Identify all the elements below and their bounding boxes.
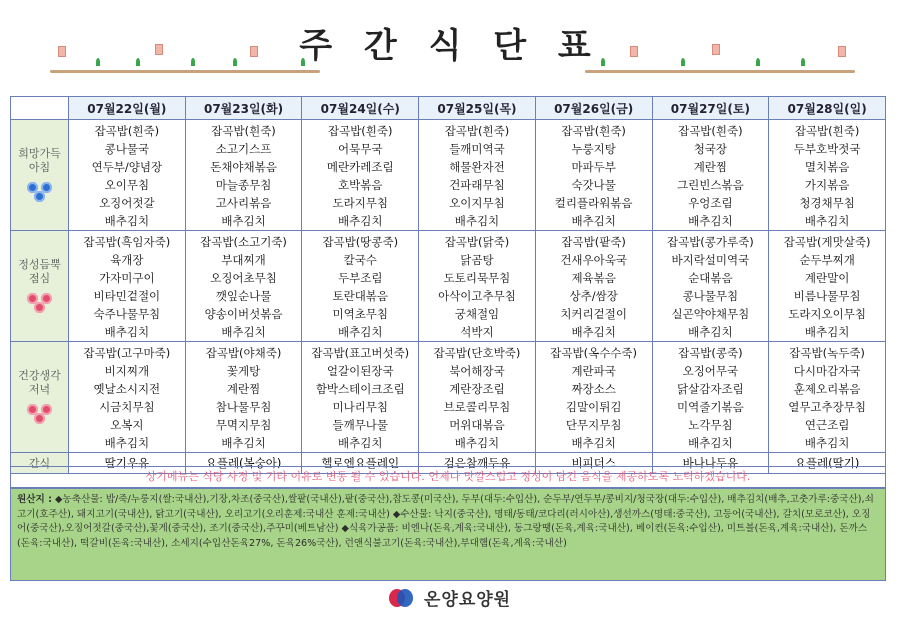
menu-item: 제육볶음 — [571, 271, 616, 285]
day-header: 07월26일(금) — [535, 97, 652, 120]
heart-logo-icon — [389, 587, 413, 609]
menu-item: 잡곡밥(단호박죽) — [433, 346, 521, 360]
menu-item: 소고기스프 — [215, 142, 272, 156]
menu-item: 배추김치 — [688, 436, 733, 450]
menu-item: 잡곡밥(흰죽) — [94, 124, 160, 138]
menu-item: 잡곡밥(흰죽) — [678, 124, 743, 138]
menu-item: 오복지 — [110, 418, 144, 432]
meal-cell — [769, 231, 886, 342]
meal-row-label — [11, 342, 69, 453]
meal-row — [11, 120, 886, 231]
menu-item: 단무지무침 — [565, 418, 622, 432]
menu-item: 청국장 — [693, 142, 728, 156]
menu-item: 육개장 — [110, 253, 144, 267]
menu-item: 부대찌개 — [221, 253, 266, 267]
menu-item: 배추김치 — [338, 325, 383, 339]
snack-cell: 요플레(딸기) — [769, 453, 886, 474]
menu-item: 잡곡밥(소고기죽) — [200, 235, 287, 249]
menu-item: 상추/쌈장 — [569, 289, 618, 303]
day-header-row — [11, 97, 886, 120]
menu-item: 열무고추장무침 — [788, 400, 866, 414]
menu-item: 배추김치 — [221, 214, 266, 228]
menu-item: 도라지오이무침 — [788, 307, 866, 321]
menu-item: 칼국수 — [343, 253, 377, 267]
menu-item: 배추김치 — [571, 436, 616, 450]
menu-item: 배추김치 — [571, 214, 616, 228]
menu-item: 잡곡밥(야채죽) — [205, 346, 282, 360]
menu-item: 잡곡밥(콩가루죽) — [666, 235, 754, 249]
menu-item: 배추김치 — [338, 436, 383, 450]
menu-item: 멸치볶음 — [804, 160, 850, 174]
meal-row-label — [11, 231, 69, 342]
meal-cell — [185, 342, 302, 453]
snack-cell: 요플레(복숭아) — [185, 453, 302, 474]
menu-item: 실곤약야채무침 — [671, 307, 750, 321]
day-header: 07월24일(수) — [302, 97, 419, 120]
menu-item: 잡곡밥(녹두죽) — [789, 346, 865, 360]
meal-cell — [419, 342, 536, 453]
menu-item: 잡곡밥(콩죽) — [678, 346, 743, 360]
snack-cell: 헬로엔요플레인 — [302, 453, 419, 474]
meal-cell — [185, 231, 302, 342]
menu-item: 토란대볶음 — [332, 289, 389, 303]
meal-cell — [419, 120, 536, 231]
menu-item: 잡곡밥(고구마죽) — [83, 346, 171, 360]
menu-item: 잡곡밥(닭죽) — [444, 235, 510, 249]
menu-item: 숙갓나물 — [571, 178, 616, 192]
meal-row-label — [11, 120, 69, 231]
menu-item: 잡곡밥(흰죽) — [794, 124, 860, 138]
menu-item: 콩나물무침 — [682, 289, 739, 303]
menu-item: 누룽지탕 — [571, 142, 616, 156]
meal-cell — [69, 120, 186, 231]
menu-item: 배추김치 — [804, 436, 850, 450]
menu-item: 비지찌개 — [104, 364, 150, 378]
menu-item: 숙주나물무침 — [93, 307, 161, 321]
menu-item: 계란찜 — [693, 160, 728, 174]
snack-cell: 검은참깨두유 — [419, 453, 536, 474]
menu-item: 연근조림 — [804, 418, 850, 432]
menu-item: 노각무침 — [688, 418, 733, 432]
menu-item: 아삭이고추무침 — [438, 289, 516, 303]
menu-item: 꽃게탕 — [226, 364, 261, 378]
menu-item: 계란장조림 — [449, 382, 505, 396]
menu-item: 배추김치 — [104, 325, 150, 339]
menu-item: 배추김치 — [104, 214, 150, 228]
menu-item: 참나물무침 — [215, 400, 272, 414]
menu-item: 궁채절임 — [454, 307, 500, 321]
page-title: 주 간 식 단 표 — [299, 26, 601, 66]
menu-item: 다시마감자국 — [793, 364, 861, 378]
menu-item: 마파두부 — [571, 160, 616, 174]
day-header: 07월22일(월) — [69, 97, 186, 120]
menu-item: 잡곡밥(흰죽) — [327, 124, 393, 138]
menu-item: 잡곡밥(게맛살죽) — [783, 235, 871, 249]
menu-item: 북어해장국 — [449, 364, 505, 378]
snack-cell: 바나나두유 — [652, 453, 769, 474]
menu-item: 어묵무국 — [338, 142, 383, 156]
menu-item: 배추김치 — [221, 325, 266, 339]
menu-item: 잡곡밥(땅콩죽) — [322, 235, 399, 249]
menu-item: 깻잎순나물 — [215, 289, 272, 303]
menu-item: 도토리묵무침 — [443, 271, 511, 285]
menu-item: 우엉조림 — [688, 196, 733, 210]
menu-item: 배추김치 — [104, 436, 150, 450]
meal-row — [11, 231, 886, 342]
menu-item: 마늘종무침 — [215, 178, 272, 192]
menu-item: 함박스테이크조림 — [315, 382, 405, 396]
menu-item: 배추김치 — [804, 325, 850, 339]
meal-cell — [769, 120, 886, 231]
snack-cell: 딸기우유 — [69, 453, 186, 474]
origin-text: ◆농축산물: 밥/죽/누룽지(쌀:국내산),기장,차조(중국산),쌀팥(국내산),팥(중국산),찹도콩(미국산), 두부(대두:수입산), 순두부/연두부/콩비지/청국장(대두:수입산), 배추김치(배추,고춧가루:중국산),쇠고기(호주산), 돼지고기(국내산), 닭고기(국내산), 오리고기(오리훈제:국내산 훈제:국내산) ◆수산물: 낙지(중국산), 명태/동태/코다리(러시아산),생선까스(명태:중국산), 고등어(국내산), 갈치(모로코산), 오징어(중국산),오징어젓갈(중국산),꽃게(중국산), 조기(중국산),주꾸미(베트남산) ◆식육가공품: 비엔나(돈육,계육:국내산), 동그랑땡(돈육,계육:국내산), 베이컨(돈육:수입산), 미트볼(돈육,계육:국내산), 돈까스(돈육:국내산), 떡갈비(돈육:국내산), 소세지(수입산돈육27%, 돈육26%국산), 런앤식불고기(돈육:국내산),부대햄(돈육,계육:국내산) — [17, 494, 874, 549]
day-header: 07월27일(토) — [652, 97, 769, 120]
menu-item: 잡곡밥(흰죽) — [444, 124, 510, 138]
meal-cell — [535, 231, 652, 342]
menu-item: 잡곡밥(흰죽) — [211, 124, 276, 138]
menu-item: 돈채야채볶음 — [210, 160, 277, 174]
origin-label: 원산지 : — [17, 494, 52, 505]
menu-item: 얼갈이된장국 — [326, 364, 394, 378]
meal-cell — [652, 342, 769, 453]
menu-item: 시금치무침 — [99, 400, 155, 414]
menu-item: 콩나물국 — [104, 142, 150, 156]
menu-item: 닭살감자조림 — [677, 382, 744, 396]
flower-icon — [25, 181, 55, 203]
menu-item: 오징어무국 — [682, 364, 739, 378]
meal-label-text: 건강생각 — [18, 369, 61, 382]
flower-icon — [25, 292, 55, 314]
menu-item: 청경채무침 — [799, 196, 855, 210]
menu-item: 닭곰탕 — [460, 253, 494, 267]
menu-item: 브로콜리무침 — [443, 400, 511, 414]
day-header: 07월25일(목) — [419, 97, 536, 120]
footer — [0, 585, 900, 615]
menu-item: 잡곡밥(표고버섯죽) — [311, 346, 410, 360]
meal-cell — [69, 342, 186, 453]
menu-item: 계란찜 — [226, 382, 261, 396]
menu-item: 두부호박젓국 — [793, 142, 861, 156]
menu-item: 배추김치 — [688, 214, 733, 228]
menu-item: 해물완자전 — [449, 160, 505, 174]
meal-label-text: 아침 — [28, 161, 51, 174]
menu-item: 계란말이 — [804, 271, 850, 285]
menu-item: 미역초무침 — [332, 307, 389, 321]
origin-info — [10, 488, 886, 581]
menu-item: 호박볶음 — [338, 178, 383, 192]
menu-item: 훈제오리볶음 — [793, 382, 861, 396]
menu-item: 배추김치 — [221, 436, 266, 450]
meal-cell — [652, 120, 769, 231]
menu-item: 치커리겉절이 — [560, 307, 627, 321]
meal-cell — [185, 120, 302, 231]
meal-cell — [535, 342, 652, 453]
menu-item: 순대볶음 — [688, 271, 733, 285]
menu-item: 무멱지무침 — [215, 418, 272, 432]
menu-item: 미역줄기볶음 — [677, 400, 744, 414]
notice-text: 상기메뉴는 식당 사정 및 기타 이유로 변동 될 수 있습니다. 언제나 맛깔스럽고 정성이 담긴 음식을 제공하도록 노력하겠습니다. — [10, 466, 886, 488]
meal-cell — [302, 342, 419, 453]
snack-label: 간식 — [11, 453, 69, 474]
menu-item: 잡곡밥(흰죽) — [561, 124, 626, 138]
menu-item: 컬리플라워볶음 — [554, 196, 633, 210]
meal-cell — [419, 231, 536, 342]
meal-cell — [652, 231, 769, 342]
menu-item: 배추김치 — [804, 214, 850, 228]
meal-label-text: 점심 — [28, 272, 51, 285]
menu-item: 양송이버섯볶음 — [204, 307, 283, 321]
menu-item: 김말이튀김 — [565, 400, 622, 414]
menu-item: 가자미구이 — [99, 271, 155, 285]
menu-item: 머위대볶음 — [449, 418, 505, 432]
weekly-menu-table — [10, 96, 886, 474]
snack-cell: 비피더스 — [535, 453, 652, 474]
menu-item: 건새우아욱국 — [560, 253, 627, 267]
menu-item: 잡곡밥(흑임자죽) — [83, 235, 171, 249]
day-header: 07월28일(일) — [769, 97, 886, 120]
menu-item: 석박지 — [460, 325, 494, 339]
meal-cell — [535, 120, 652, 231]
meal-cell — [769, 342, 886, 453]
menu-item: 두부조림 — [338, 271, 383, 285]
menu-item: 그린빈스볶음 — [677, 178, 744, 192]
menu-item: 미나리무침 — [332, 400, 389, 414]
menu-item: 도라지무침 — [332, 196, 389, 210]
menu-item: 오이지무침 — [449, 196, 505, 210]
menu-item: 들깨미역국 — [449, 142, 505, 156]
menu-item: 연두부/양념장 — [91, 160, 163, 174]
left-divider — [50, 70, 320, 73]
menu-item: 배추김치 — [454, 214, 500, 228]
menu-item: 잡곡밥(옥수수죽) — [550, 346, 638, 360]
header-corner — [11, 97, 69, 120]
menu-item: 순두부찌개 — [799, 253, 855, 267]
meal-cell — [69, 231, 186, 342]
menu-item: 바지락설미역국 — [671, 253, 750, 267]
menu-item: 고사리볶음 — [215, 196, 272, 210]
meal-cell — [302, 231, 419, 342]
meal-label-text: 저녁 — [28, 383, 51, 396]
meal-label-text: 정성듬뿍 — [18, 258, 61, 271]
menu-item: 가지볶음 — [804, 178, 850, 192]
menu-item: 배추김치 — [688, 325, 733, 339]
menu-item: 배추김치 — [454, 436, 500, 450]
meal-row — [11, 342, 886, 453]
day-header: 07월23일(화) — [185, 97, 302, 120]
menu-item: 오징어젓갈 — [99, 196, 155, 210]
footer-name: 온양요양원 — [423, 590, 512, 610]
menu-item: 오이무침 — [104, 178, 150, 192]
menu-item: 오징어초무침 — [210, 271, 277, 285]
menu-item: 짜장소스 — [571, 382, 616, 396]
menu-item: 메란카레조림 — [326, 160, 394, 174]
menu-item: 건파래무침 — [449, 178, 505, 192]
meal-cell — [302, 120, 419, 231]
menu-item: 배추김치 — [571, 325, 616, 339]
menu-item: 배추김치 — [338, 214, 383, 228]
menu-item: 들깨무나물 — [332, 418, 389, 432]
menu-item: 옛날소시지전 — [93, 382, 161, 396]
meal-label-text: 희망가득 — [18, 147, 61, 160]
menu-item: 비름나물무침 — [793, 289, 861, 303]
menu-item: 잡곡밥(팥죽) — [561, 235, 626, 249]
flower-icon — [25, 403, 55, 425]
menu-item: 비타민겉절이 — [93, 289, 161, 303]
right-divider — [585, 70, 855, 73]
menu-item: 계란파국 — [571, 364, 616, 378]
